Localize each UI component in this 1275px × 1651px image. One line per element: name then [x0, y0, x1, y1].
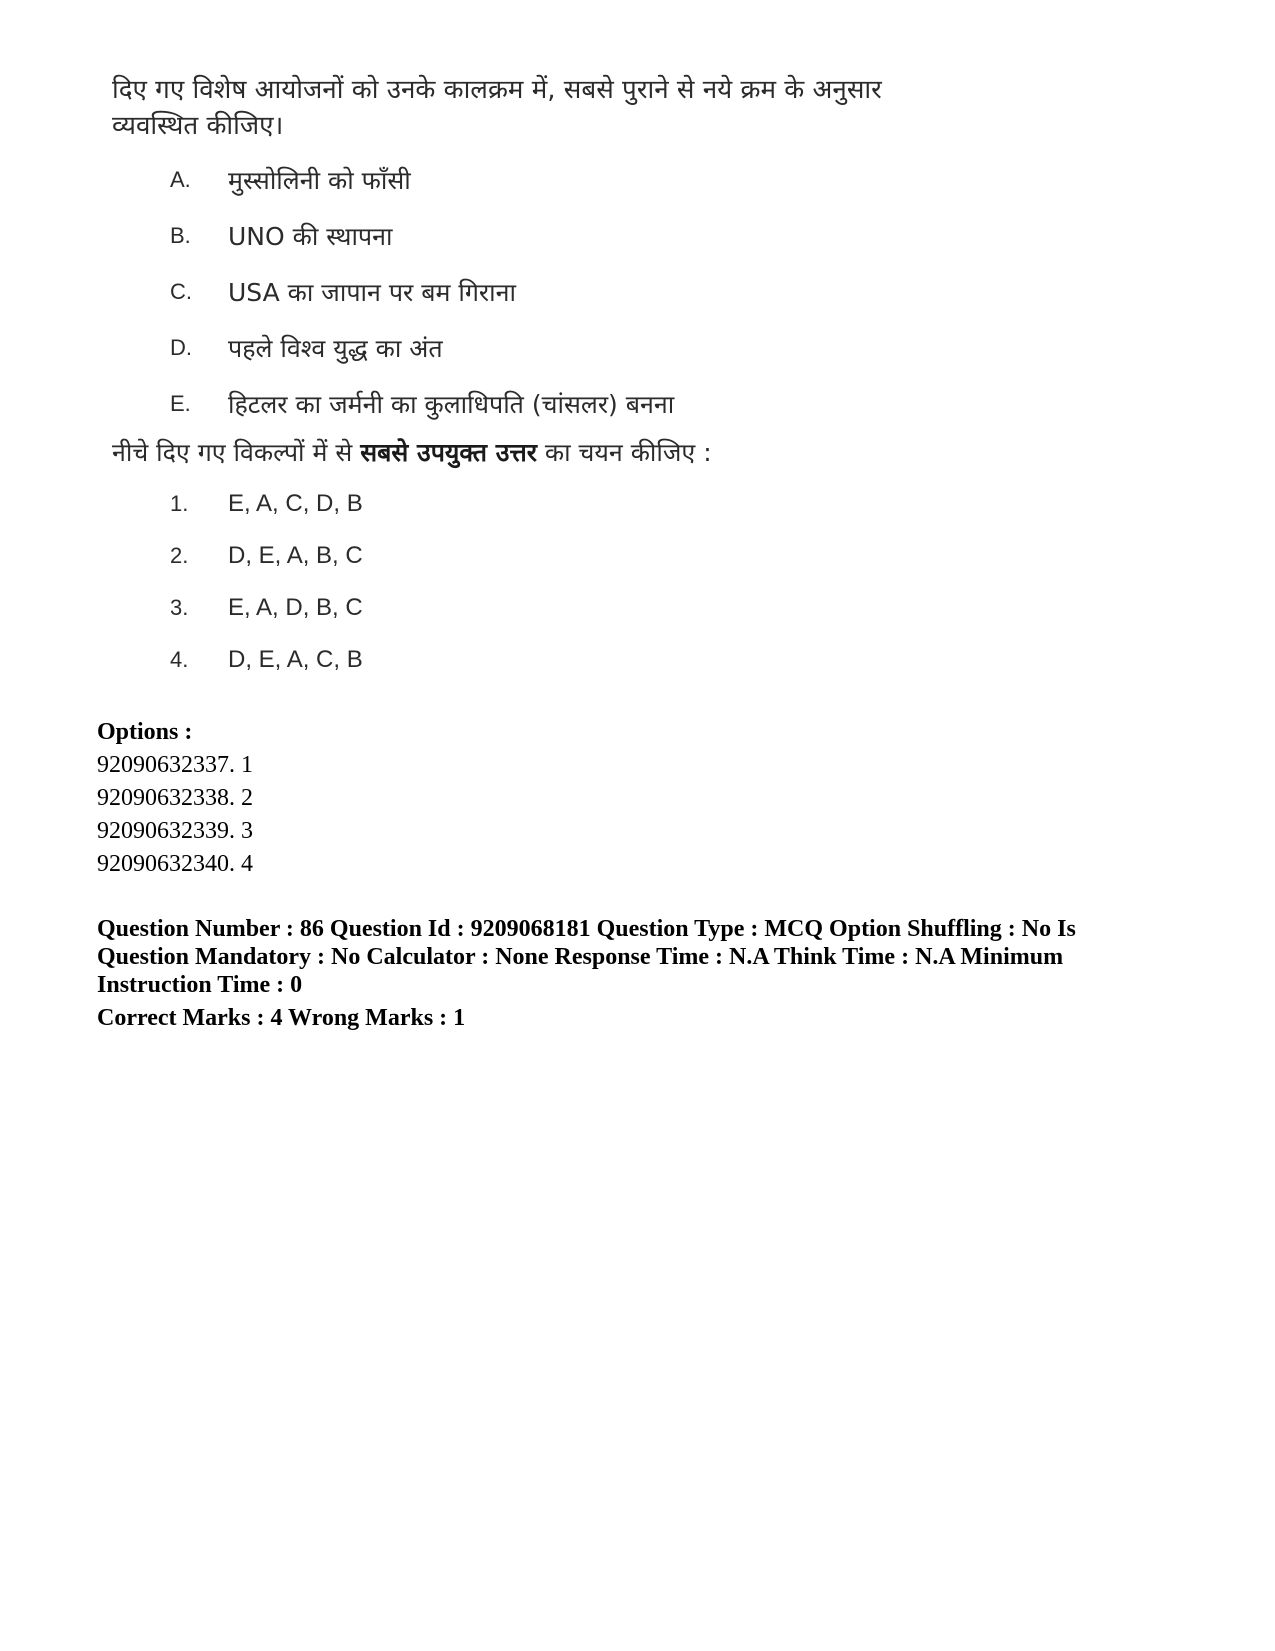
prompt-text: नीचे दिए गए विकल्पों में से	[112, 438, 361, 467]
event-list	[112, 152, 992, 432]
event-text: पहले विश्व युद्ध का अंत	[228, 334, 443, 363]
question-image	[112, 72, 992, 686]
event-marker: B.	[170, 223, 191, 248]
question-intro: दिए गए विशेष आयोजनों को उनके कालक्रम में, सबसे पुराने से नये क्रम के अनुसार व्यवस्थित कीजिए।	[112, 75, 882, 141]
question-metadata	[97, 715, 1197, 1033]
option-id-line: 92090632340. 4	[97, 851, 253, 877]
event-text: UNO की स्थापना	[228, 222, 393, 251]
event-item	[112, 208, 992, 264]
event-item	[112, 320, 992, 376]
event-text: हिटलर का जर्मनी का कुलाधिपति (चांसलर) बनना	[228, 390, 675, 419]
event-item	[112, 152, 992, 208]
choice-text: D, E, A, C, B	[228, 646, 363, 673]
choice-item	[112, 478, 992, 530]
choice-item	[112, 634, 992, 686]
answer-prompt	[112, 436, 992, 470]
event-item	[112, 264, 992, 320]
choice-text: E, A, C, D, B	[228, 490, 363, 517]
question-info: Question Number : 86 Question Id : 9209068181 Question Type : MCQ Option Shuffling : No Is Question Mandatory : No Calculator : None Response Time : N.A Think Time : N.A Minimum Instruction Time : 0	[97, 916, 1076, 998]
choice-number: 4.	[170, 647, 189, 672]
event-text: मुस्सोलिनी को फाँसी	[228, 166, 411, 195]
option-id-line: 92090632338. 2	[97, 785, 253, 811]
option-id-line: 92090632339. 3	[97, 818, 253, 844]
choice-number: 3.	[170, 595, 189, 620]
event-marker: E.	[170, 391, 191, 416]
event-marker: D.	[170, 335, 192, 360]
options-label: Options :	[97, 719, 193, 745]
choice-item	[112, 530, 992, 582]
marks-info: Correct Marks : 4 Wrong Marks : 1	[97, 1005, 466, 1031]
choice-number: 2.	[170, 543, 189, 568]
event-marker: A.	[170, 167, 191, 192]
event-item	[112, 376, 992, 432]
choice-list	[112, 478, 992, 686]
event-text: USA का जापान पर बम गिराना	[228, 278, 516, 307]
choice-item	[112, 582, 992, 634]
option-id-line: 92090632337. 1	[97, 752, 253, 778]
choice-text: D, E, A, B, C	[228, 542, 363, 569]
prompt-emphasis: सबसे उपयुक्त उत्तर	[360, 438, 537, 467]
event-marker: C.	[170, 279, 192, 304]
choice-text: E, A, D, B, C	[228, 594, 363, 621]
prompt-text-end: का चयन कीजिए :	[536, 438, 712, 467]
choice-number: 1.	[170, 491, 189, 516]
